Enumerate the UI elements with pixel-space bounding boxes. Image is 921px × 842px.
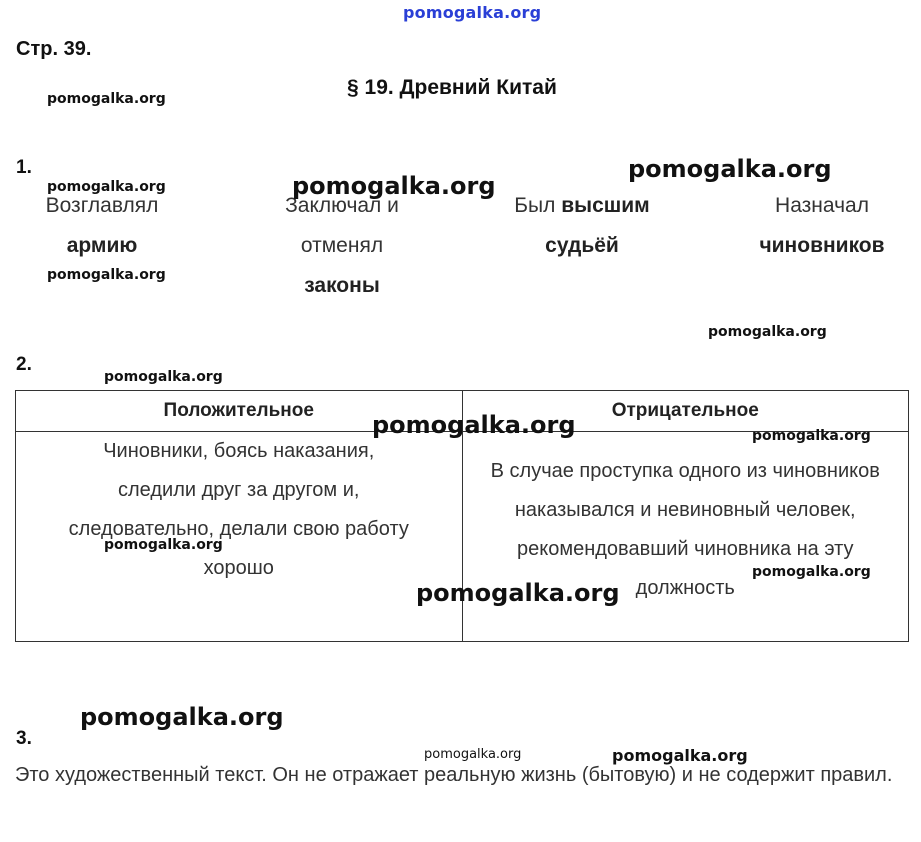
watermark: pomogalka.org: [292, 172, 496, 200]
watermark: pomogalka.org: [708, 324, 827, 340]
q1-item-officials-line1: Назначал: [775, 194, 869, 217]
watermark: pomogalka.org: [104, 369, 223, 385]
table-header-positive: Положительное: [16, 391, 463, 432]
watermark: pomogalka.org: [80, 703, 284, 731]
watermark: pomogalka.org: [612, 746, 748, 765]
watermark: pomogalka.org: [752, 428, 871, 444]
watermark-top: pomogalka.org: [403, 3, 542, 22]
negative-line: В случае проступка одного из чиновников: [490, 460, 880, 482]
q1-item-laws-line2: отменял: [300, 234, 384, 257]
watermark: pomogalka.org: [104, 537, 223, 553]
watermark: pomogalka.org: [752, 564, 871, 580]
positive-cell: [16, 432, 463, 642]
negative-cell: [462, 432, 909, 642]
question-2-number: 2.: [16, 354, 32, 375]
watermark: pomogalka.org: [372, 411, 576, 439]
q1-item-judge-bold2: судьёй: [545, 234, 619, 257]
positive-line: следовательно, делали свою работу: [68, 518, 409, 540]
question-3-answer: Это художественный текст. Он не отражает реальную жизнь (бытовую) и не содержит правил.: [15, 764, 893, 786]
question-3-number: 3.: [16, 728, 32, 749]
q1-item-judge-bold1: высшим: [561, 194, 650, 217]
positive-line: следили друг за другом и,: [118, 479, 360, 501]
positive-line: Чиновники, боясь наказания,: [103, 440, 375, 462]
negative-line: наказывался и невиновный человек,: [514, 499, 856, 521]
table-header-negative: Отрицательное: [462, 391, 909, 432]
q1-item-army-bold: армию: [66, 234, 138, 257]
watermark: pomogalka.org: [47, 179, 166, 195]
watermark: pomogalka.org: [47, 267, 166, 283]
q1-item-army: [22, 186, 182, 266]
positive-line: хорошо: [203, 557, 274, 579]
q1-item-laws-line1: Заключал и: [285, 194, 399, 217]
negative-line: рекомендовавший чиновника на эту: [517, 538, 854, 560]
question-1-number: 1.: [16, 157, 32, 178]
watermark: pomogalka.org: [628, 155, 832, 183]
q1-item-judge: [492, 186, 672, 266]
page-label: Стр. 39.: [16, 38, 92, 60]
q1-item-laws: [262, 186, 422, 306]
watermark: pomogalka.org: [424, 747, 522, 762]
watermark: pomogalka.org: [47, 91, 166, 107]
q1-item-judge-pre: Был: [514, 194, 562, 217]
q1-item-officials: [742, 186, 902, 266]
watermark: pomogalka.org: [416, 579, 620, 607]
negative-line: должность: [635, 577, 735, 599]
q1-item-laws-bold: законы: [304, 274, 380, 297]
page-title: § 19. Древний Китай: [347, 76, 557, 99]
q1-item-army-line1: Возглавлял: [45, 194, 159, 217]
q1-item-officials-bold: чиновников: [759, 234, 885, 257]
